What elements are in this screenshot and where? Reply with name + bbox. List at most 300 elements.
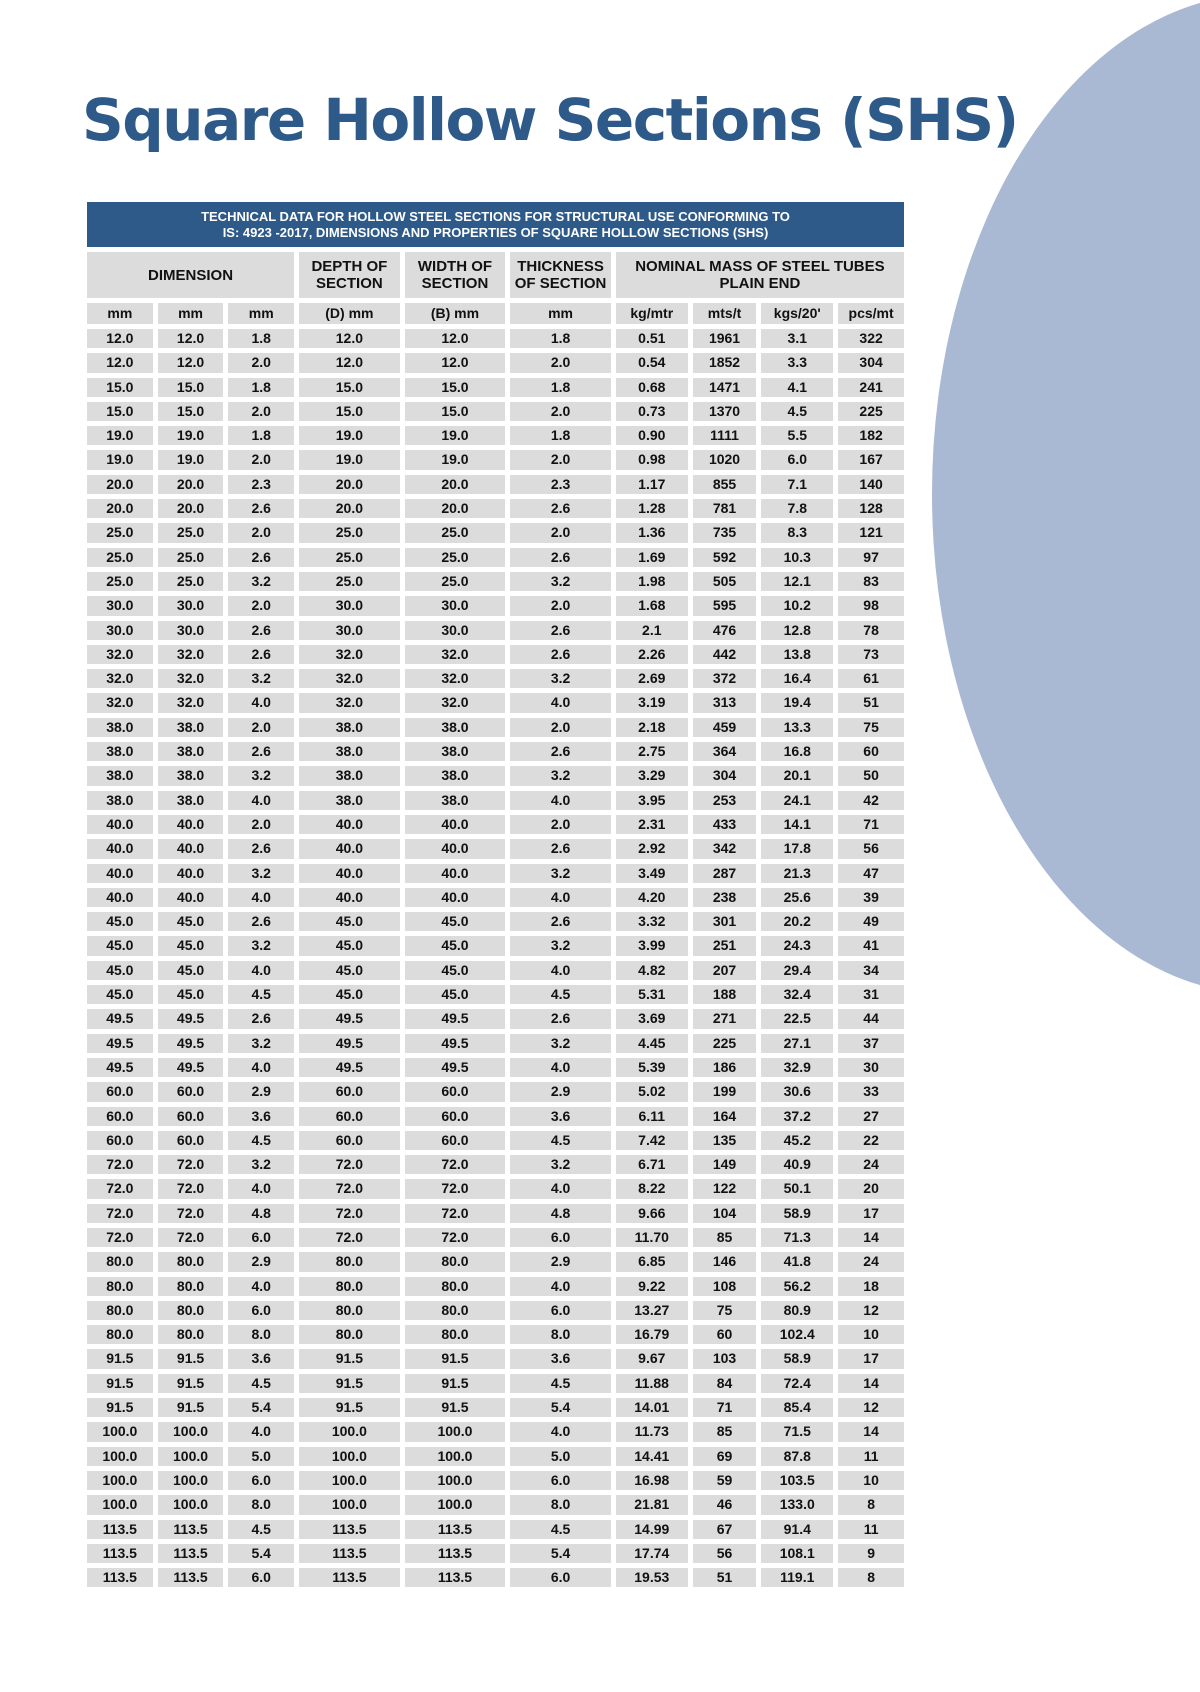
table-cell: 3.6 <box>510 1107 611 1126</box>
table-cell: 113.5 <box>87 1568 153 1587</box>
table-cell: 4.0 <box>228 1277 294 1296</box>
table-cell: 372 <box>693 669 757 688</box>
table-cell: 3.6 <box>228 1107 294 1126</box>
table-cell: 38.0 <box>405 718 506 737</box>
table-cell: 45.0 <box>405 936 506 955</box>
table-cell: 91.5 <box>87 1349 153 1368</box>
table-cell: 80.0 <box>87 1277 153 1296</box>
table-cell: 7.1 <box>761 475 833 494</box>
table-row <box>87 669 904 688</box>
table-cell: 3.29 <box>616 766 688 785</box>
table-cell: 781 <box>693 499 757 518</box>
table-cell: 13.3 <box>761 718 833 737</box>
table-cell: 271 <box>693 1009 757 1028</box>
table-cell: 4.5 <box>510 1374 611 1393</box>
table-cell: 199 <box>693 1082 757 1101</box>
header-width-of-section: WIDTH OF SECTION <box>405 252 506 298</box>
table-cell: 19.0 <box>158 426 224 445</box>
table-cell: 60.0 <box>87 1131 153 1150</box>
table-row <box>87 1034 904 1053</box>
table-cell: 45.0 <box>87 912 153 931</box>
table-cell: 25.0 <box>405 523 506 542</box>
table-cell: 3.2 <box>510 936 611 955</box>
table-cell: 24.3 <box>761 936 833 955</box>
table-cell: 225 <box>838 402 904 421</box>
table-cell: 6.0 <box>510 1301 611 1320</box>
table-cell: 25.6 <box>761 888 833 907</box>
table-cell: 2.6 <box>228 621 294 640</box>
table-cell: 6.11 <box>616 1107 688 1126</box>
table-cell: 71 <box>838 815 904 834</box>
table-cell: 100.0 <box>299 1495 400 1514</box>
table-cell: 322 <box>838 329 904 348</box>
table-cell: 2.9 <box>510 1082 611 1101</box>
table-cell: 71.3 <box>761 1228 833 1247</box>
table-cell: 12.0 <box>405 329 506 348</box>
table-cell: 32.4 <box>761 985 833 1004</box>
table-cell: 6.71 <box>616 1155 688 1174</box>
table-row <box>87 1325 904 1344</box>
table-cell: 72.0 <box>299 1179 400 1198</box>
unit-cell: mm <box>228 303 294 324</box>
table-cell: 4.5 <box>228 1520 294 1539</box>
table-cell: 113.5 <box>158 1544 224 1563</box>
table-cell: 14 <box>838 1422 904 1441</box>
table-cell: 37.2 <box>761 1107 833 1126</box>
table-row <box>87 378 904 397</box>
table-cell: 2.6 <box>510 645 611 664</box>
table-cell: 20 <box>838 1179 904 1198</box>
table-row <box>87 1131 904 1150</box>
table-cell: 1.36 <box>616 523 688 542</box>
header-nominal-mass: NOMINAL MASS OF STEEL TUBES PLAIN END <box>616 252 904 298</box>
table-cell: 1020 <box>693 450 757 469</box>
table-cell: 40.0 <box>87 888 153 907</box>
page-title: Square Hollow Sections (SHS) <box>82 86 1018 154</box>
table-row <box>87 1568 904 1587</box>
table-cell: 8 <box>838 1568 904 1587</box>
table-cell: 100.0 <box>87 1447 153 1466</box>
table-cell: 49.5 <box>299 1058 400 1077</box>
table-cell: 2.3 <box>510 475 611 494</box>
table-cell: 100.0 <box>87 1495 153 1514</box>
table-cell: 0.98 <box>616 450 688 469</box>
table-cell: 30.0 <box>405 621 506 640</box>
table-caption <box>87 202 904 247</box>
table-cell: 40.0 <box>158 888 224 907</box>
table-cell: 38.0 <box>87 766 153 785</box>
table-cell: 32.0 <box>405 645 506 664</box>
table-row <box>87 839 904 858</box>
table-cell: 0.90 <box>616 426 688 445</box>
table-cell: 31 <box>838 985 904 1004</box>
table-cell: 60.0 <box>299 1082 400 1101</box>
table-cell: 49.5 <box>405 1034 506 1053</box>
table-row <box>87 1447 904 1466</box>
table-cell: 2.6 <box>510 912 611 931</box>
table-cell: 38.0 <box>405 742 506 761</box>
table-row <box>87 1374 904 1393</box>
table-cell: 41.8 <box>761 1252 833 1271</box>
table-cell: 16.8 <box>761 742 833 761</box>
table-cell: 47 <box>838 864 904 883</box>
table-cell: 80.0 <box>299 1277 400 1296</box>
table-cell: 45.0 <box>87 936 153 955</box>
table-cell: 4.0 <box>510 791 611 810</box>
table-cell: 3.2 <box>510 669 611 688</box>
table-cell: 32.0 <box>158 669 224 688</box>
table-cell: 45.0 <box>299 985 400 1004</box>
table-cell: 15.0 <box>405 402 506 421</box>
table-cell: 3.2 <box>228 572 294 591</box>
table-cell: 100.0 <box>405 1471 506 1490</box>
table-cell: 40.9 <box>761 1155 833 1174</box>
table-cell: 4.0 <box>228 961 294 980</box>
table-cell: 146 <box>693 1252 757 1271</box>
table-cell: 9.22 <box>616 1277 688 1296</box>
table-cell: 38.0 <box>405 791 506 810</box>
table-cell: 41 <box>838 936 904 955</box>
table-cell: 11 <box>838 1447 904 1466</box>
table-cell: 113.5 <box>299 1520 400 1539</box>
table-cell: 24 <box>838 1155 904 1174</box>
table-cell: 17 <box>838 1204 904 1223</box>
table-cell: 133.0 <box>761 1495 833 1514</box>
table-cell: 1471 <box>693 378 757 397</box>
table-cell: 4.0 <box>510 1179 611 1198</box>
table-cell: 45.0 <box>299 936 400 955</box>
table-row <box>87 1520 904 1539</box>
table-row <box>87 1228 904 1247</box>
table-cell: 5.0 <box>228 1447 294 1466</box>
table-cell: 4.8 <box>228 1204 294 1223</box>
table-cell: 100.0 <box>299 1422 400 1441</box>
table-cell: 32.0 <box>299 645 400 664</box>
table-cell: 30.0 <box>87 621 153 640</box>
table-cell: 100.0 <box>405 1495 506 1514</box>
table-cell: 51 <box>693 1568 757 1587</box>
table-cell: 6.0 <box>228 1228 294 1247</box>
table-cell: 595 <box>693 596 757 615</box>
table-cell: 56 <box>838 839 904 858</box>
table-cell: 2.6 <box>228 645 294 664</box>
table-cell: 20.0 <box>158 475 224 494</box>
table-cell: 91.5 <box>299 1349 400 1368</box>
table-cell: 24 <box>838 1252 904 1271</box>
table-cell: 0.68 <box>616 378 688 397</box>
table-cell: 2.6 <box>510 1009 611 1028</box>
table-cell: 14.01 <box>616 1398 688 1417</box>
table-cell: 45.0 <box>158 985 224 1004</box>
table-cell: 91.5 <box>87 1374 153 1393</box>
table-cell: 5.4 <box>228 1544 294 1563</box>
table-cell: 15.0 <box>87 402 153 421</box>
table-cell: 71.5 <box>761 1422 833 1441</box>
table-cell: 16.4 <box>761 669 833 688</box>
table-cell: 10.2 <box>761 596 833 615</box>
table-cell: 113.5 <box>158 1568 224 1587</box>
table-row <box>87 1544 904 1563</box>
table-cell: 45.0 <box>87 961 153 980</box>
table-cell: 17.74 <box>616 1544 688 1563</box>
table-cell: 1.8 <box>228 378 294 397</box>
table-cell: 38.0 <box>87 718 153 737</box>
table-row <box>87 1204 904 1223</box>
table-cell: 38.0 <box>158 742 224 761</box>
table-cell: 91.5 <box>405 1398 506 1417</box>
table-cell: 30.6 <box>761 1082 833 1101</box>
table-cell: 37 <box>838 1034 904 1053</box>
header-dimension: DIMENSION <box>87 252 294 298</box>
table-cell: 2.0 <box>228 450 294 469</box>
table-row <box>87 1252 904 1271</box>
table-cell: 61 <box>838 669 904 688</box>
table-cell: 80.0 <box>299 1301 400 1320</box>
header-depth-of-section: DEPTH OF SECTION <box>299 252 400 298</box>
table-cell: 4.5 <box>228 1374 294 1393</box>
table-cell: 72.0 <box>158 1228 224 1247</box>
table-cell: 83 <box>838 572 904 591</box>
table-cell: 3.6 <box>510 1349 611 1368</box>
table-cell: 0.73 <box>616 402 688 421</box>
table-cell: 108.1 <box>761 1544 833 1563</box>
table-cell: 58.9 <box>761 1349 833 1368</box>
table-cell: 32.0 <box>87 669 153 688</box>
table-cell: 80.0 <box>405 1301 506 1320</box>
table-cell: 38.0 <box>405 766 506 785</box>
table-cell: 17.8 <box>761 839 833 858</box>
table-row <box>87 353 904 372</box>
table-cell: 9 <box>838 1544 904 1563</box>
table-cell: 72.0 <box>87 1228 153 1247</box>
table-cell: 3.2 <box>228 669 294 688</box>
table-cell: 60.0 <box>158 1082 224 1101</box>
table-cell: 113.5 <box>158 1520 224 1539</box>
table-row <box>87 888 904 907</box>
table-cell: 459 <box>693 718 757 737</box>
table-cell: 100.0 <box>87 1471 153 1490</box>
table-cell: 20.0 <box>87 499 153 518</box>
table-cell: 0.51 <box>616 329 688 348</box>
table-cell: 91.4 <box>761 1520 833 1539</box>
table-cell: 60.0 <box>405 1082 506 1101</box>
table-cell: 38.0 <box>87 791 153 810</box>
table-cell: 25.0 <box>405 548 506 567</box>
table-cell: 1370 <box>693 402 757 421</box>
table-cell: 80.0 <box>299 1252 400 1271</box>
table-cell: 40.0 <box>405 864 506 883</box>
table-cell: 40.0 <box>405 815 506 834</box>
unit-cell: mts/t <box>693 303 757 324</box>
table-cell: 2.0 <box>510 402 611 421</box>
table-cell: 100.0 <box>405 1447 506 1466</box>
table-cell: 1.98 <box>616 572 688 591</box>
table-cell: 113.5 <box>299 1568 400 1587</box>
table-cell: 135 <box>693 1131 757 1150</box>
table-cell: 102.4 <box>761 1325 833 1344</box>
table-cell: 30.0 <box>158 621 224 640</box>
table-cell: 69 <box>693 1447 757 1466</box>
table-cell: 4.0 <box>228 693 294 712</box>
table-cell: 60.0 <box>87 1107 153 1126</box>
table-cell: 433 <box>693 815 757 834</box>
table-cell: 72.0 <box>158 1204 224 1223</box>
table-cell: 113.5 <box>405 1520 506 1539</box>
table-row <box>87 1155 904 1174</box>
table-cell: 100.0 <box>158 1495 224 1514</box>
table-cell: 60.0 <box>158 1107 224 1126</box>
table-cell: 25.0 <box>299 523 400 542</box>
table-cell: 4.5 <box>510 985 611 1004</box>
table-row <box>87 645 904 664</box>
unit-cell: kgs/20' <box>761 303 833 324</box>
table-cell: 8.0 <box>510 1495 611 1514</box>
table-cell: 72.0 <box>87 1179 153 1198</box>
table-row <box>87 523 904 542</box>
table-cell: 19.0 <box>87 450 153 469</box>
table-row <box>87 1349 904 1368</box>
table-cell: 38.0 <box>299 766 400 785</box>
table-cell: 72.0 <box>405 1155 506 1174</box>
table-cell: 1.8 <box>510 329 611 348</box>
table-cell: 188 <box>693 985 757 1004</box>
table-cell: 80.0 <box>87 1252 153 1271</box>
table-row <box>87 742 904 761</box>
table-cell: 34 <box>838 961 904 980</box>
table-cell: 80.0 <box>158 1325 224 1344</box>
table-cell: 49.5 <box>405 1009 506 1028</box>
table-cell: 1.68 <box>616 596 688 615</box>
table-cell: 85 <box>693 1228 757 1247</box>
table-cell: 40.0 <box>299 888 400 907</box>
table-cell: 22 <box>838 1131 904 1150</box>
table-cell: 7.8 <box>761 499 833 518</box>
table-cell: 98 <box>838 596 904 615</box>
table-row <box>87 864 904 883</box>
table-cell: 4.0 <box>510 1058 611 1077</box>
table-cell: 2.18 <box>616 718 688 737</box>
table-cell: 32.0 <box>158 645 224 664</box>
table-cell: 40.0 <box>87 815 153 834</box>
table-cell: 8.3 <box>761 523 833 542</box>
table-cell: 2.0 <box>510 450 611 469</box>
table-cell: 32.0 <box>405 669 506 688</box>
table-cell: 2.6 <box>228 1009 294 1028</box>
table-cell: 5.31 <box>616 985 688 1004</box>
table-caption-line-2: IS: 4923 -2017, DIMENSIONS AND PROPERTIES OF SQUARE HOLLOW SECTIONS (SHS) <box>222 224 769 240</box>
table-cell: 4.5 <box>228 985 294 1004</box>
table-cell: 72.0 <box>299 1228 400 1247</box>
table-cell: 91.5 <box>299 1398 400 1417</box>
table-cell: 238 <box>693 888 757 907</box>
unit-cell: kg/mtr <box>616 303 688 324</box>
table-cell: 20.0 <box>158 499 224 518</box>
table-cell: 1.8 <box>510 426 611 445</box>
table-cell: 164 <box>693 1107 757 1126</box>
table-cell: 38.0 <box>299 718 400 737</box>
table-cell: 73 <box>838 645 904 664</box>
table-cell: 12.0 <box>87 353 153 372</box>
table-cell: 38.0 <box>158 791 224 810</box>
table-cell: 13.8 <box>761 645 833 664</box>
table-cell: 128 <box>838 499 904 518</box>
table-cell: 45.0 <box>299 912 400 931</box>
table-cell: 80.0 <box>405 1277 506 1296</box>
table-cell: 49.5 <box>299 1009 400 1028</box>
table-row <box>87 596 904 615</box>
table-cell: 20.0 <box>405 475 506 494</box>
table-cell: 2.6 <box>510 621 611 640</box>
table-cell: 2.69 <box>616 669 688 688</box>
table-cell: 12 <box>838 1398 904 1417</box>
table-cell: 80.0 <box>405 1252 506 1271</box>
table-cell: 80.0 <box>158 1252 224 1271</box>
table-cell: 4.45 <box>616 1034 688 1053</box>
table-cell: 8.22 <box>616 1179 688 1198</box>
table-cell: 3.19 <box>616 693 688 712</box>
table-cell: 1.8 <box>228 426 294 445</box>
table-cell: 60.0 <box>87 1082 153 1101</box>
table-cell: 2.9 <box>228 1252 294 1271</box>
table-cell: 2.31 <box>616 815 688 834</box>
table-cell: 2.0 <box>228 523 294 542</box>
table-row <box>87 1179 904 1198</box>
table-row <box>87 426 904 445</box>
table-cell: 32.0 <box>299 693 400 712</box>
table-cell: 592 <box>693 548 757 567</box>
table-cell: 10 <box>838 1471 904 1490</box>
table-cell: 32.0 <box>87 645 153 664</box>
table-cell: 32.0 <box>299 669 400 688</box>
table-row <box>87 548 904 567</box>
table-cell: 3.2 <box>228 936 294 955</box>
table-row <box>87 815 904 834</box>
table-cell: 45.0 <box>405 912 506 931</box>
table-cell: 59 <box>693 1471 757 1490</box>
table-cell: 3.69 <box>616 1009 688 1028</box>
table-cell: 287 <box>693 864 757 883</box>
table-cell: 33 <box>838 1082 904 1101</box>
table-row <box>87 1471 904 1490</box>
table-cell: 40.0 <box>158 839 224 858</box>
table-cell: 46 <box>693 1495 757 1514</box>
table-cell: 3.2 <box>510 1034 611 1053</box>
table-cell: 38.0 <box>158 766 224 785</box>
table-cell: 45.0 <box>158 936 224 955</box>
table-cell: 2.0 <box>228 402 294 421</box>
table-cell: 19.0 <box>299 450 400 469</box>
table-cell: 60.0 <box>405 1131 506 1150</box>
table-cell: 2.0 <box>510 815 611 834</box>
table-cell: 5.4 <box>510 1398 611 1417</box>
table-cell: 5.4 <box>228 1398 294 1417</box>
table-cell: 20.0 <box>405 499 506 518</box>
table-cell: 2.0 <box>228 815 294 834</box>
table-cell: 40.0 <box>299 839 400 858</box>
table-cell: 91.5 <box>299 1374 400 1393</box>
table-cell: 2.26 <box>616 645 688 664</box>
table-cell: 45.0 <box>405 985 506 1004</box>
table-cell: 5.02 <box>616 1082 688 1101</box>
table-row <box>87 961 904 980</box>
table-cell: 3.2 <box>510 864 611 883</box>
table-row <box>87 718 904 737</box>
table-cell: 3.1 <box>761 329 833 348</box>
table-cell: 40.0 <box>87 864 153 883</box>
table-cell: 32.0 <box>158 693 224 712</box>
table-cell: 29.4 <box>761 961 833 980</box>
table-cell: 25.0 <box>87 548 153 567</box>
